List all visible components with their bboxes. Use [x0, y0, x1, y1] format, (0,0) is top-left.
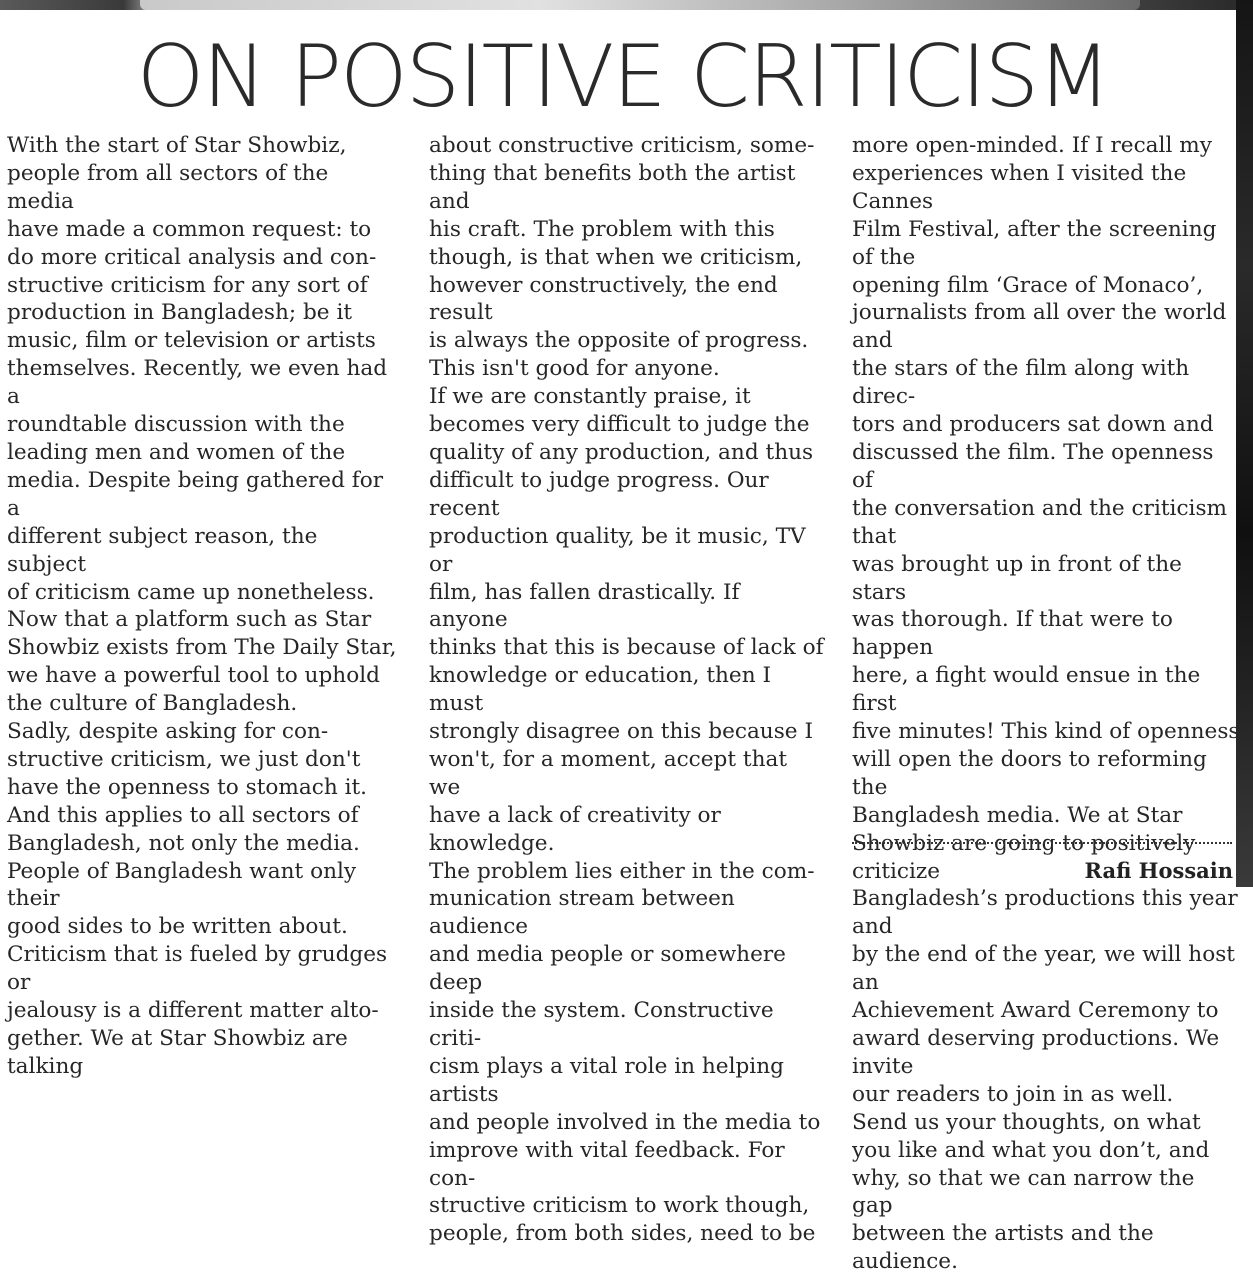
column-2	[429, 132, 824, 1248]
paragraph: Sadly, despite asking for con- structive criticism, we just don't have the openness to stomach it. And this applies to all sectors of Bangladesh, not only the media. People of Bangladesh want only their good sides to be written about. Criticism that is fueled by grudges or jealousy is a different matter alto- gether. We at Star Showbiz are talking	[7, 719, 388, 1079]
paragraph: With the start of Star Showbiz, people from all sectors of the media have made a common request: to do more critical analysis and con- structive criticism for any sort of production in Bangladesh; be it music, film or television or artists themselves. Recently, we even had a roundtable discussion with the leading men and women of the media. Despite being gathered for a different subject reason, the subject of criticism came up nonetheless. Now that a platform such as Star Showbiz exists from The Daily Star, we have a powerful tool to uphold the culture of Bangladesh.	[7, 133, 397, 717]
column-3	[852, 132, 1240, 1276]
author-byline: Rafi Hossain	[1084, 858, 1233, 883]
paragraph: about constructive criticism, some- thing that benefits both the artist and his craft. The problem with this though, is that when we criticism, however constructively, the end result is always the opposite of progress. This isn't good for anyone.	[429, 133, 815, 382]
paragraph: If we are constantly praise, it becomes very difficult to judge the quality of any production, and thus difficult to judge progress. Our recent production quality, be it music, TV or film, has fallen drastically. If anyone thinks that this is because of lack of knowledge or education, then I must strongly disagree on this because I won't, for a moment, accept that we have a lack of creativity or knowledge. The problem lies either in the com- munication stream between audience and media people or somewhere deep inside the system. Constructive criti- cism plays a vital role in helping artists and people involved in the media to improve with vital feedback. For con- structive criticism to work though, people, from both sides, need to be	[429, 384, 824, 1247]
paragraph: more open-minded. If I recall my experiences when I visited the Cannes Film Festival, after the screening of the opening film ‘Grace of Monaco’, journalists from all over the world and the stars of the film along with direc- tors and producers sat down and discussed the film. The openness of the conversation and the criticism that was brought up in front of the stars was thorough. If that were to happen here, a fight would ensue in the first five minutes! This kind of openness will open the doors to reforming the Bangladesh media. We at Star Showbiz are going to positively criticize Bangladesh’s productions this year and by the end of the year, we will host an Achievement Award Ceremony to award deserving productions. We invite our readers to join in as well.	[852, 133, 1240, 1107]
paragraph: Send us your thoughts, on what you like and what you don’t, and why, so that we can narrow the gap between the artists and the audience.	[852, 1109, 1210, 1275]
column-1	[7, 132, 402, 1081]
photo-detail	[140, 0, 1140, 10]
dotted-divider	[852, 838, 1232, 844]
top-photo-strip	[0, 0, 1236, 10]
headline: ON POSITIVE CRITICISM	[136, 27, 1110, 127]
